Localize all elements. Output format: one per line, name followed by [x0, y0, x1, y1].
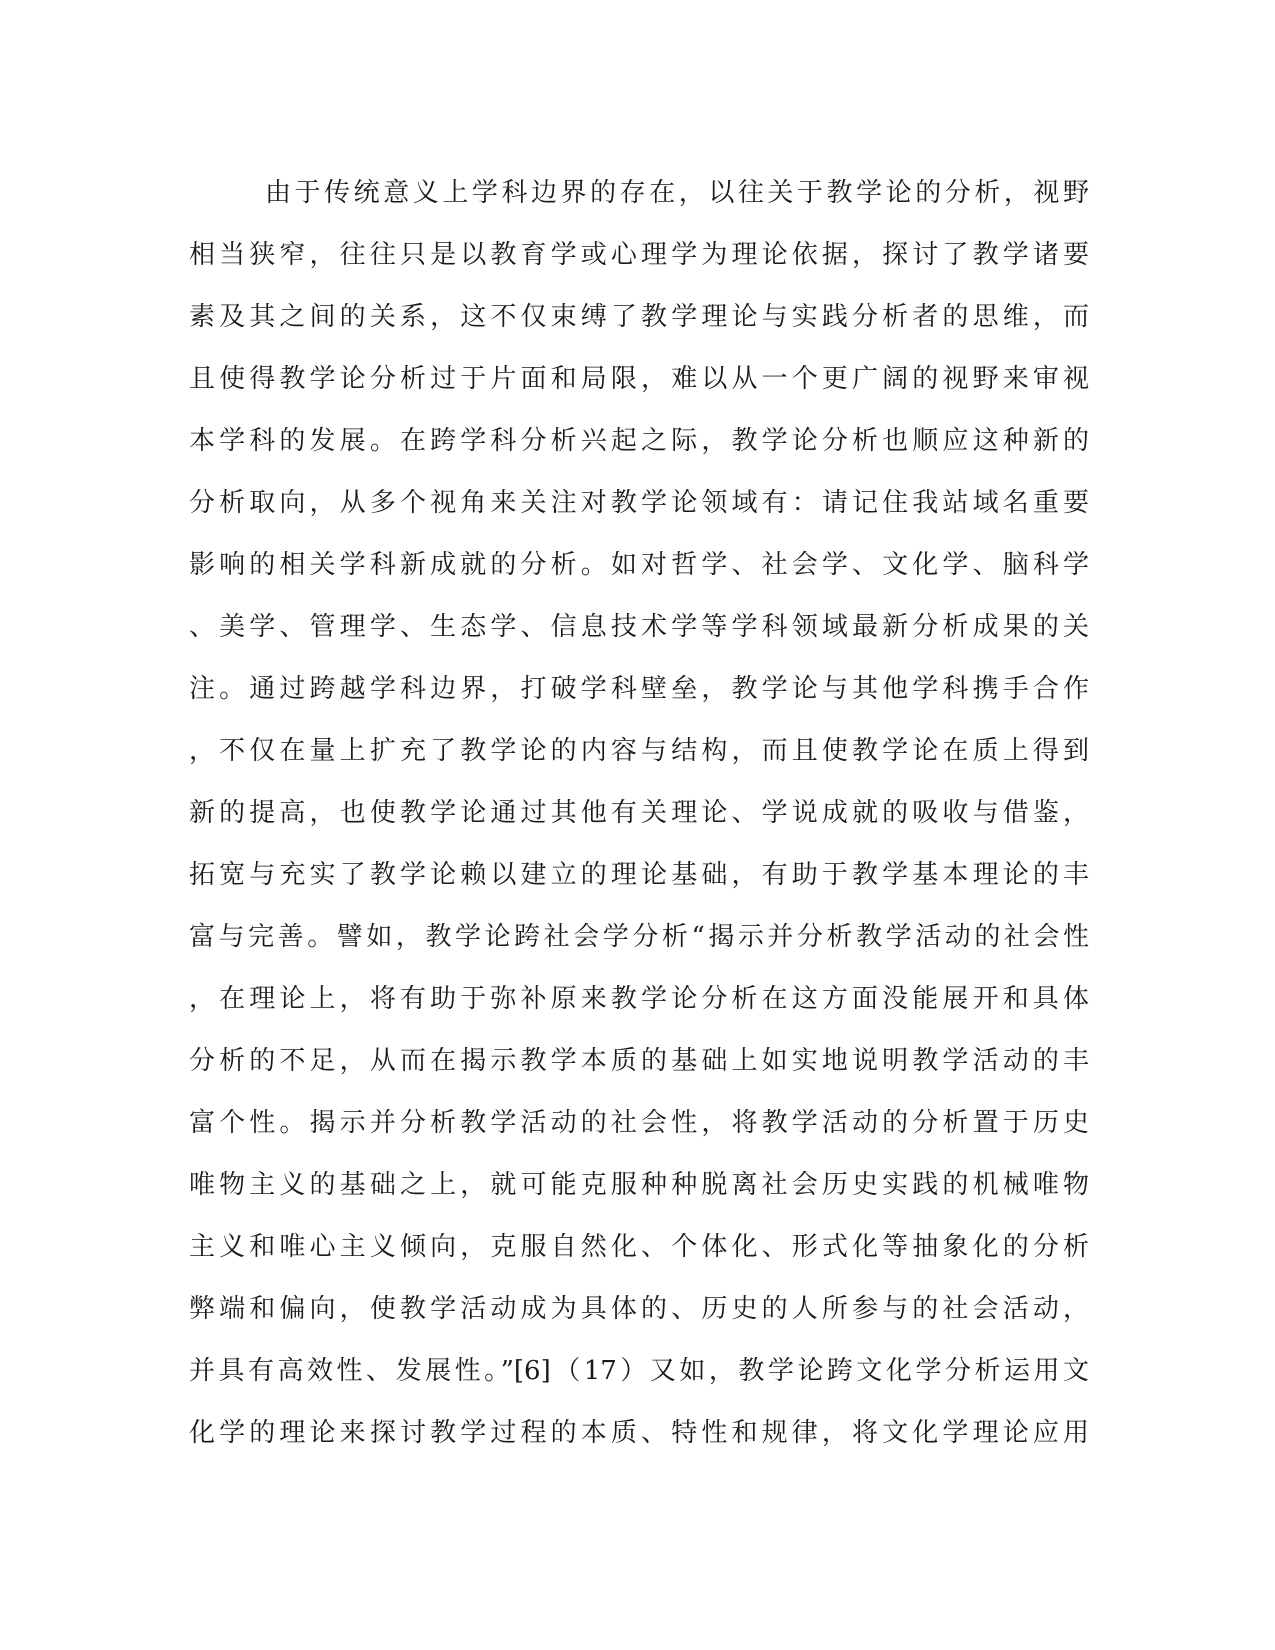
- text-line: 唯物主义的基础之上，就可能克服种种脱离社会历史实践的机械唯物: [189, 1170, 1089, 1200]
- text-line: 、美学、管理学、生态学、信息技术学等学科领域最新分析成果的关: [189, 612, 1089, 642]
- text-line: 化学的理论来探讨教学过程的本质、特性和规律，将文化学理论应用: [189, 1418, 1089, 1448]
- text-line: 分析的不足，从而在揭示教学本质的基础上如实地说明教学活动的丰: [189, 1046, 1089, 1076]
- text-line: 主义和唯心主义倾向，克服自然化、个体化、形式化等抽象化的分析: [189, 1232, 1089, 1262]
- text-line: 富与完善。譬如，教学论跨社会学分析“揭示并分析教学活动的社会性: [189, 922, 1089, 952]
- text-line: 分析取向，从多个视角来关注对教学论领域有：请记住我站域名重要: [189, 488, 1089, 518]
- text-line: 且使得教学论分析过于片面和局限，难以从一个更广阔的视野来审视: [189, 364, 1089, 394]
- text-line: ，在理论上，将有助于弥补原来教学论分析在这方面没能展开和具体: [189, 984, 1089, 1014]
- text-line: 弊端和偏向，使教学活动成为具体的、历史的人所参与的社会活动，: [189, 1294, 1089, 1324]
- text-line: 本学科的发展。在跨学科分析兴起之际，教学论分析也顺应这种新的: [189, 426, 1089, 456]
- text-line: 由于传统意义上学科边界的存在，以往关于教学论的分析，视野: [265, 178, 1089, 208]
- text-line: 素及其之间的关系，这不仅束缚了教学理论与实践分析者的思维，而: [189, 302, 1089, 332]
- text-line: 影响的相关学科新成就的分析。如对哲学、社会学、文化学、脑科学: [189, 550, 1089, 580]
- body-paragraph: [189, 162, 1089, 1464]
- text-line: 富个性。揭示并分析教学活动的社会性，将教学活动的分析置于历史: [189, 1108, 1089, 1138]
- text-line: 注。通过跨越学科边界，打破学科壁垒，教学论与其他学科携手合作: [189, 674, 1089, 704]
- text-line: 新的提高，也使教学论通过其他有关理论、学说成就的吸收与借鉴，: [189, 798, 1089, 828]
- text-line: 拓宽与充实了教学论赖以建立的理论基础，有助于教学基本理论的丰: [189, 860, 1089, 890]
- text-line: 并具有高效性、发展性。”[6]（17）又如，教学论跨文化学分析运用文: [189, 1356, 1089, 1386]
- text-line: ，不仅在量上扩充了教学论的内容与结构，而且使教学论在质上得到: [189, 736, 1089, 766]
- text-line: 相当狭窄，往往只是以教育学或心理学为理论依据，探讨了教学诸要: [189, 240, 1089, 270]
